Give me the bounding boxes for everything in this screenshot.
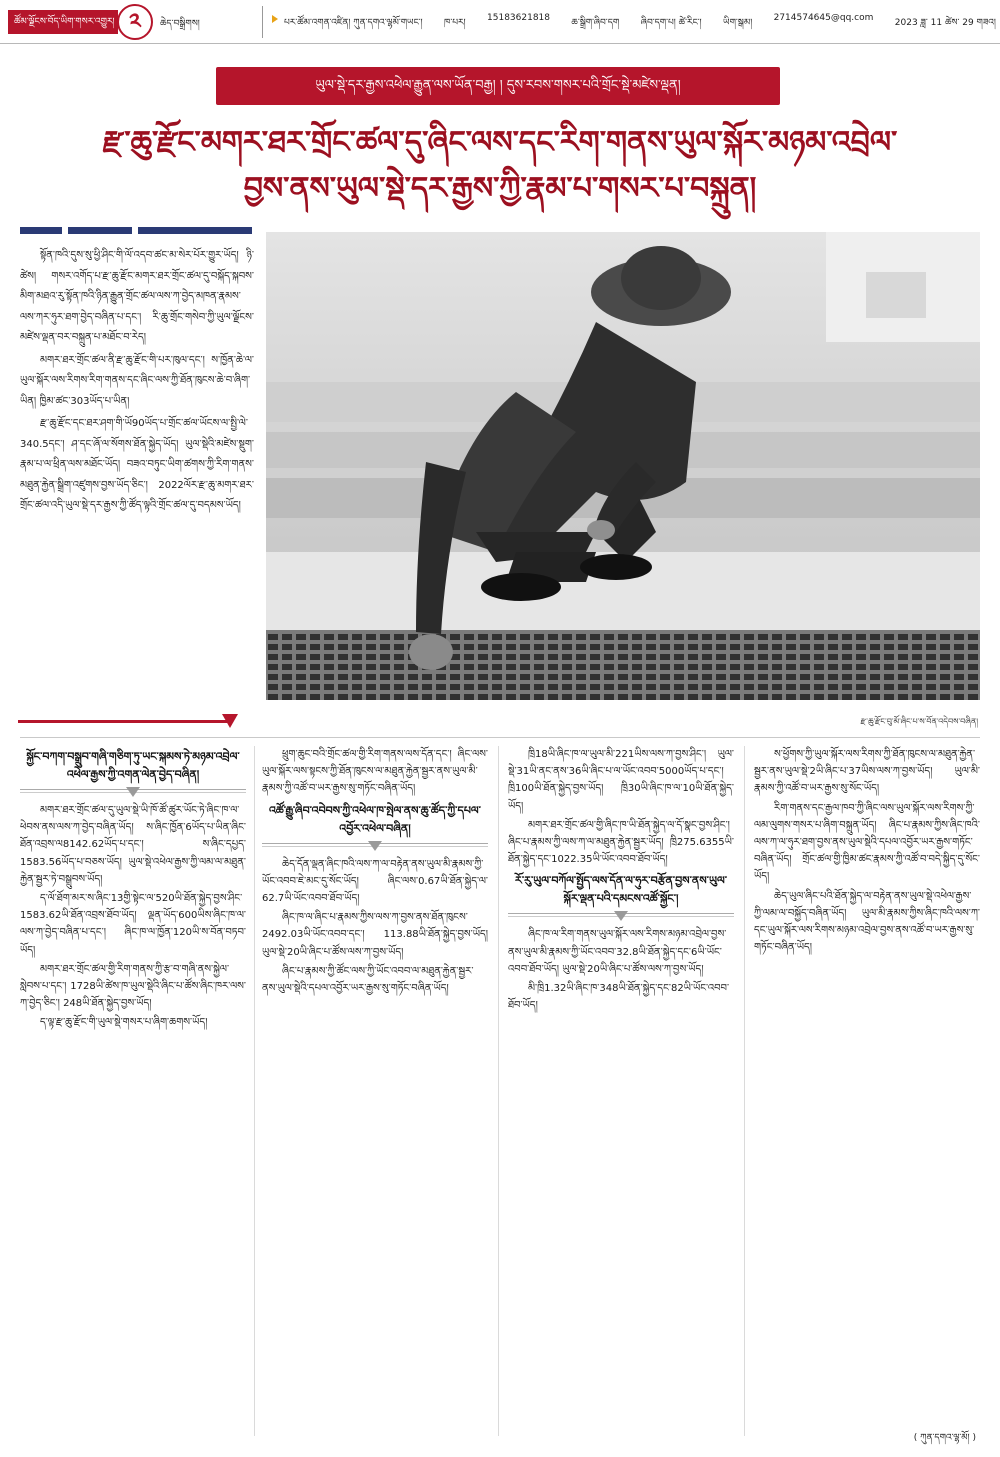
editor-credit: པར་ཚོམ་འགན་འཛིན། ཀུན་དགའ་ལྷམོ་གཡང་།	[284, 18, 423, 28]
issue-date: 2023 ཟླ་ 11 ཚེས་ 29 གཟའ།	[894, 18, 996, 28]
publication-banner: ཚོམ་ལྗོངས་བོད་ཡིག་གསར་འགྱུར།	[8, 10, 118, 34]
photo-caption: རྫ་ཆུ་རྫོང་བུ་མོ་ཞིང་པ་ས་བོན་འདེབས་བཞིན།	[860, 717, 978, 726]
triangle-down-icon	[368, 841, 382, 851]
body-paragraph: ད་ལོ་ཐོག་མར་ས་ཞིང་13གྱི་སྟེང་ལ་520ཡི་ཐོན་སྐྱེད་བྱས་ཤིང་1583.62ཡི་ཐོན་འབྲས་ཐོབ་ཡོད། ལྡན་ཡོད་600ཡིས་ཞིང་ཁ་ལ་ལས་ཀ་བྱེད་བཞིན་པ་དང་། ཞིང་ཁ་ལ་ཁྱོན་120ཡི་ས་བོན་བཏབ་ཡོད།	[20, 893, 246, 956]
lead-paragraph: སྟོན་ཁའི་དུས་སུ་ཕྱི་ཤིང་གི་ལོ་འདབ་ཚང་མ་སེར་པོར་གྱུར་ཡོད། ཉི་ཚེས། གསར་འགོད་པ་རྫ་ཆུ་རྫོང་མགར་ཐར་གྲོང་ཚལ་དུ་བསྐོད་སྐབས་མིག་མཐའ་རུ་སྟོན་ཁའི་ཉིན་རྒྱུན་གྲོང་ཚལ་ལས་ཀ་བྱེད་མཁན་རྣམས་ལས་ཀར་ཧུར་ཐག་བྱེད་བཞིན་པ་དང་། རི་ཆུ་གྲོང་གསེབ་ཀྱི་ཡུལ་ལྗོངས་མཛེས་ལྡན་བར་བསྐྲུན་པ་མཐོང་བ་རེད།	[20, 250, 254, 343]
kicker-banner: ཡུལ་སྡེ་དར་རྒྱས་འཕེལ་རྒྱུན་ལས་ཡོན་བརྒྱ། ། དུས་རབས་གསར་པའི་གྲོང་སྡེ་མཛེས་ལྡན།	[216, 67, 780, 105]
headline-line-1: རྫ་ཆུ་རྫོང་མགར་ཐར་གྲོང་ཚལ་དུ་ཞིང་ལས་དང་རིག་གནས་ཡུལ་སྐོར་མཉམ་འབྲེལ་	[102, 125, 898, 160]
phone-label: ཁ་པར།	[444, 18, 466, 28]
headline-line-2: བྱས་ནས་ཡུལ་སྡེ་དར་རྒྱས་ཀྱི་རྣམ་པ་གསར་པ་བསྐྲུན།	[243, 171, 757, 206]
phone-number: 15183621818	[487, 13, 551, 23]
designer-credit: ཆ་སྒྲིག་ཞིབ་དག	[571, 18, 620, 28]
triangle-down-icon	[126, 787, 140, 797]
subheading-rule	[508, 908, 734, 922]
lead-paragraph: རྫ་ཆུ་རྫོང་དང་ཐར་ཤག་གི་ཡོ90ཡོད་པ་གྲོང་ཚལ་ཡོངས་ལ་སྤྱི་ལེ་340.5དང་། ཤ་དང་ཞོ་ལ་སོགས་ཐོན་སྐྱེད་ཡོད། ཡུལ་སྡེའི་མཛེས་སྡུག་རྣམ་པ་ལ་ཕྲིན་ལས་མཐོང་ཡོད། བཟའ་བཏུང་ཡིག་ཚགས་ཀྱི་རིག་གནས་མཐུན་རྐྱེན་སྒྲིག་འཛུགས་བྱས་ཡོད་ཅིང་། 2022ལོར་རྫ་ཆུ་མགར་ཐར་གྲོང་ཚལ་འདི་ཡུལ་སྡེ་དར་རྒྱས་ཀྱི་ཚོད་ལྟའི་གྲོང་ཚལ་དུ་བདམས་ཡོད།	[20, 418, 254, 511]
masthead	[0, 0, 1000, 44]
column-subheading: འཚོ་རྒྱུ་ཞིབ་འབེབས་ཀྱི་འཕེལ་ཁ་སྤེལ་ནས་ཆུ་ཚོད་ཀྱི་དཔལ་འབྱོར་འཕེལ་བཞིན།	[269, 803, 481, 835]
body-paragraph: མི་ཁྲི1.32ཡི་ཞིང་ཁ་348ཡི་ཐོན་སྐྱེད་དང་82ཡི་ཡོང་འབབ་ཐོབ་ཡོད།	[508, 983, 730, 1012]
body-column-3	[508, 746, 734, 1436]
body-paragraph: མགར་ཐར་གྲོང་ཚལ་དུ་ཡུལ་སྡེ་ཡི་ཁོ་ཚོ་ཚུར་ཡོང་ཏེ་ཞིང་ཁ་ལ་ཕེབས་ནས་ལས་ཀ་བྱེད་བཞིན་ཡོད། ས་ཞིང་ཁྱོན་6ཡོད་པ་ཡིན་ཞིང་ཐོན་འབྲས་ལ8142.62ཡོད་པ་དང་། ས་ཞིང་དཔྱད་1583.56ཡོད་པ་བཅས་ཡོད། ཡུལ་སྡེ་འཕེལ་རྒྱས་ཀྱི་ལམ་ལ་མཐུན་རྐྱེན་སྦྱར་ཏེ་བསྒྲུབས་ཡོད།	[20, 805, 246, 885]
email-address: 2714574645@qq.com	[773, 13, 874, 23]
body-paragraph: རིག་གནས་དང་རྒྱལ་ཁབ་ཀྱི་ཞིང་ལས་ཡུལ་སྐོར་ལས་རིགས་ཀྱི་ལམ་ལུགས་གསར་པ་ཞིག་བསྐྲུན་ཡོད། ཞིང་པ་རྣམས་ཀྱིས་ཞིང་ཁའི་ལས་ཀ་ལ་ཧུར་ཐག་བྱས་ནས་ཡུལ་སྡེའི་དཔལ་འབྱོར་ཡར་རྒྱས་གཏོང་བཞིན་ཡོད། གྲོང་ཚལ་གྱི་ཁྱིམ་ཚང་རྣམས་ཀྱི་འཚོ་བ་བདེ་སྐྱིད་དུ་སོང་ཡོད།	[754, 802, 980, 883]
column-rule	[254, 746, 255, 1436]
body-paragraph: ཞིང་ཁ་ལ་ཞིང་པ་རྣམས་ཀྱིས་ལས་ཀ་བྱས་ནས་ཐོན་ཁུངས་2492.03ཡི་ཡོང་འབབ་དང་། 113.88ཡི་ཐོན་སྐྱེད་བྱས་ཡོད། ཡུལ་སྡེ་20ཡི་ཞིང་པ་ཚོས་ལས་ཀ་བྱས་ཡོད།	[262, 912, 488, 958]
body-paragraph: ཞིང་ཁ་ལ་རིག་གནས་ཡུལ་སྐོར་ལས་རིགས་མཉམ་འབྲེལ་བྱས་ནས་ཡུལ་མི་རྣམས་ཀྱི་ཡོང་འབབ་32.8ཡི་ཐོན་སྐྱེད་དང་6ཡི་ཡོང་འབབ་ཐོབ་ཡོད། ཡུལ་སྡེ་20ཡི་ཞིང་པ་ཚོས་ལས་ཀ་བྱས་ཡོད།	[508, 929, 727, 975]
page-number: ༢	[117, 4, 153, 40]
body-paragraph: ད་ལྟ་རྫ་ཆུ་རྫོང་གི་ཡུལ་སྡེ་གསར་པ་ཞིག་ཆགས་ཡོད།	[40, 1017, 208, 1029]
farmer-planting-photo	[266, 232, 980, 700]
body-paragraph: མགར་ཐར་གྲོང་ཚལ་གྱི་རིག་གནས་ཀྱི་རྩ་བ་གཞི་ནས་སྐྱེལ་སླེབས་པ་དང་། 1728ཡི་ཚེས་ཁ་ཡུལ་སྡེའི་ཞིང་པ་ཚོས་ཞིང་ཁར་ལས་ཀ་བྱེད་ཅིང་། 248ཡི་ཐོན་སྐྱེད་བྱས་ཡོད།	[20, 963, 246, 1010]
body-column-2	[262, 746, 488, 1436]
body-paragraph: ཁྲི18ཡི་ཞིང་ཁ་ལ་ཡུལ་མི་221ཡིས་ལས་ཀ་བྱས་ཤིང་། ཡུལ་སྡེ་31ཡི་ནང་ནས་36ཡི་ཞིང་པ་ལ་ཡོང་འབབ་5000ཡོད་པ་དང་། ཁྲི100ཡི་ཐོན་སྐྱེད་བྱས་ཡོད། ཁྲི30ཡི་ཞིང་ཁ་ལ་10ཡི་ཐོན་སྐྱེད་ཡོད།	[508, 749, 734, 812]
triangle-marker-icon	[272, 15, 278, 23]
article-byline: ( ཀུན་དགའ་ལྷ་མོ། )	[913, 1433, 976, 1443]
masthead-meta	[284, 13, 996, 31]
subheading-rule	[262, 838, 488, 852]
headline	[40, 120, 960, 212]
section-divider	[20, 737, 980, 738]
column-rule	[498, 746, 499, 1436]
lead-column	[20, 246, 254, 714]
email-label: ཡིག་སྒམ།	[723, 18, 753, 28]
lead-top-bars	[20, 227, 252, 235]
triangle-down-icon	[614, 911, 628, 921]
column-rule	[744, 746, 745, 1436]
masthead-separator	[262, 6, 263, 38]
body-paragraph: མགར་ཐར་གྲོང་ཚལ་གྱི་ཞིང་ཁ་ཡི་ཐོན་སྐྱེད་ལ་དོ་སྣང་བྱས་ཤིང་། ཞིང་པ་རྣམས་ཀྱི་ལས་ཀ་ལ་མཐུན་རྐྱེན་སྦྱར་ཡོད། ཁྲི275.6355ཡི་ཐོན་སྐྱེད་དང་1022.35ཡི་ཡོང་འབབ་ཐོབ་ཡོད།	[508, 819, 734, 866]
lead-paragraph: མགར་ཐར་གྲོང་ཚལ་ནི་རྫ་ཆུ་རྫོང་གི་པར་ཁུལ་དང་། ས་ཁྱོན་ཆེ་ལ་ཡུལ་སྐོར་ལས་རིགས་རིག་གནས་དང་ཞིང་ལས་ཀྱི་ཐོན་ཁུངས་ཆེ་བ་ཞིག་ཡིན། ཁྱིམ་ཚང་303ཡོད་པ་ཡིན།	[20, 354, 254, 407]
subheading-rule	[20, 784, 246, 798]
body-paragraph: ས་ཕྱོགས་ཀྱི་ཡུལ་སྐོར་ལས་རིགས་ཀྱི་ཐོན་ཁུངས་ལ་མཐུན་རྐྱེན་སྦྱར་ནས་ཡུལ་སྡེ་2ཡི་ཞིང་པ་37ཡིས་ལས་ཀ་བྱས་ཡོད། ཡུལ་མི་རྣམས་ཀྱི་འཚོ་བ་ཡར་རྒྱས་སུ་སོང་ཡོད།	[754, 749, 980, 795]
feature-photo	[266, 232, 980, 700]
column-subheading: རོ་རུ་ཡུལ་བཀོལ་སྤྱོད་ལས་དོན་ལ་ཧུར་བརྩོན་བྱས་ནས་ཡུལ་སྐོར་ལྡན་པའི་དམངས་འཚོ་སྐྱོང་།	[514, 874, 728, 906]
section-name: ཆེད་བསྒྲིགས།	[160, 19, 200, 29]
column-subheading: སྐྱོང་བཀག་བསྒྲུབ་གཞི་གཅིག་ཏུ་ཡང་སྐམས་ཏེ་མཉམ་འབྲེལ་འཕེལ་རྒྱས་ཀྱི་འགན་ལེན་བྱེད་བཞིན།	[26, 750, 240, 781]
body-paragraph: ཕྲུག་ཆུང་བའི་གྲོང་ཚལ་གྱི་རིག་གནས་ལས་དོན་དང་། ཞིང་ལས་ཡུལ་སྐོར་ལས་སྟངས་ཀྱི་ཐོན་ཁུངས་ལ་མཐུན་རྐྱེན་སྦྱར་ནས་ཡུལ་མི་རྣམས་ཀྱི་འཚོ་བ་ཡར་རྒྱས་སུ་གཏོང་བཞིན་ཡོད།	[262, 749, 488, 795]
checker-credit: ཞིབ་དག་པ། ཚེ་རིང་།	[640, 18, 702, 28]
body-paragraph: ཆེད་ཡུལ་ཞིང་པའི་ཐོན་སྐྱེད་ལ་བརྟེན་ནས་ཡུལ་སྡེ་འཕེལ་རྒྱས་ཀྱི་ལམ་ལ་བསྐྱོད་བཞིན་ཡོད། ཡུལ་མི་རྣམས་ཀྱིས་ཞིང་ཁའི་ལས་ཀ་དང་ཡུལ་སྐོར་ལས་རིགས་མཉམ་འབྲེལ་བྱས་ནས་འཚོ་བ་ཡར་རྒྱས་སུ་གཏོང་བཞིན་ཡོད།	[754, 890, 980, 954]
lead-footer-ornament	[18, 714, 250, 734]
body-paragraph: ཞིང་པ་རྣམས་ཀྱི་ཚོང་ལས་ཀྱི་ཡོང་འབབ་ལ་མཐུན་རྐྱེན་སྦྱར་ནས་ཡུལ་སྡེའི་དཔལ་འབྱོར་ཡར་རྒྱས་སུ་གཏོང་བཞིན་ཡོད།	[262, 965, 474, 995]
body-column-1	[20, 746, 246, 1436]
body-paragraph: ཆེད་དོན་ལྡན་ཞིང་ཁའི་ལས་ཀ་ལ་བརྟེན་ནས་ཡུལ་མི་རྣམས་ཀྱི་ཡོང་འབབ་ཇེ་མང་དུ་སོང་ཡོད། ཞིང་ལས་0.67ཡི་ཐོན་སྐྱེད་ལ་62.7ཡི་ཡོང་འབབ་ཐོབ་ཡོད།	[262, 858, 488, 905]
body-column-4	[754, 746, 980, 1436]
